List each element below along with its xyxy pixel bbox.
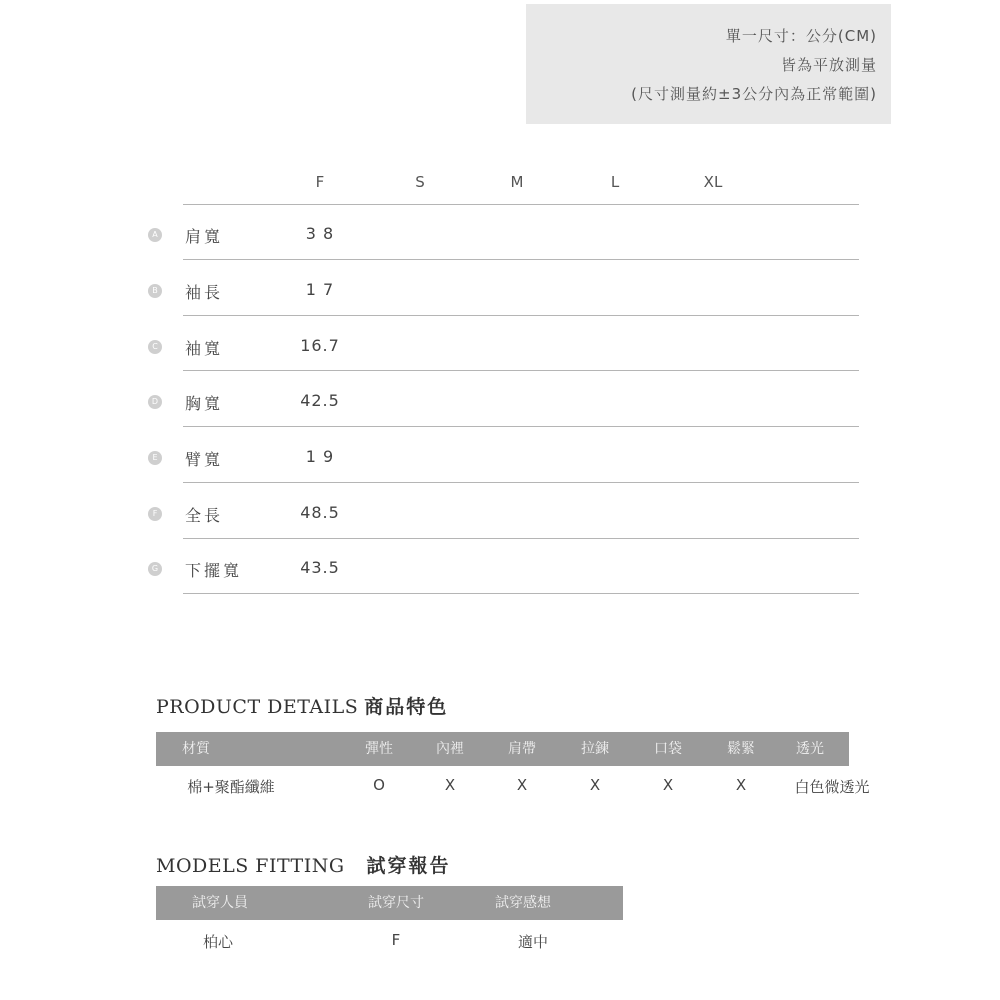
header-size-tried: 試穿尺寸 <box>368 895 424 911</box>
table-rule <box>183 593 859 594</box>
row-label: 下擺寬 <box>185 561 243 580</box>
size-col-l: L <box>610 173 620 191</box>
header-model: 試穿人員 <box>192 895 248 911</box>
size-row-chest <box>0 391 1000 415</box>
row-badge: C <box>148 340 162 354</box>
header-sheerness: 透光 <box>796 741 824 757</box>
header-stretch: 鬆緊 <box>727 741 755 757</box>
size-row-sleeve-length <box>0 280 1000 304</box>
row-value-f: 48.5 <box>300 503 340 522</box>
value-elasticity: O <box>373 776 385 794</box>
note-unit: 單一尺寸：公分(CM) <box>725 27 877 45</box>
models-fitting-values <box>156 931 623 955</box>
table-rule <box>183 482 859 483</box>
row-badge: A <box>148 228 162 242</box>
row-label: 袖寬 <box>185 339 224 358</box>
models-fitting-title-zh: 試穿報告 <box>366 855 451 877</box>
product-details-title-en: PRODUCT DETAILS <box>156 696 359 718</box>
table-rule <box>183 538 859 539</box>
size-col-s: S <box>415 173 425 191</box>
product-details-header <box>156 732 849 766</box>
note-tolerance: (尺寸測量約±3公分內為正常範圍) <box>631 85 877 103</box>
product-details-values <box>156 776 886 800</box>
size-row-hem <box>0 558 1000 582</box>
row-badge: D <box>148 395 162 409</box>
note-method: 皆為平放測量 <box>780 56 877 74</box>
header-feedback: 試穿感想 <box>495 895 551 911</box>
row-value-f: 42.5 <box>300 391 340 410</box>
models-fitting-title <box>156 851 451 878</box>
row-value-f: 3 8 <box>305 224 335 243</box>
table-rule <box>183 370 859 371</box>
measurement-note <box>526 4 891 124</box>
row-value-f: 16.7 <box>300 336 340 355</box>
row-value-f: 1 9 <box>305 447 335 466</box>
size-col-m: M <box>510 173 524 191</box>
value-lining: X <box>444 776 456 794</box>
table-rule <box>183 315 859 316</box>
header-elasticity: 彈性 <box>365 741 393 757</box>
table-rule <box>183 259 859 260</box>
value-stretch: X <box>735 776 747 794</box>
product-details-title-zh: 商品特色 <box>364 696 449 718</box>
models-fitting-header <box>156 886 623 920</box>
header-material: 材質 <box>182 741 210 757</box>
size-row-sleeve-width <box>0 336 1000 360</box>
value-zipper: X <box>589 776 601 794</box>
header-pocket: 口袋 <box>654 741 682 757</box>
value-pocket: X <box>662 776 674 794</box>
value-straps: X <box>516 776 528 794</box>
row-label: 肩寬 <box>185 227 224 246</box>
header-straps: 肩帶 <box>508 741 536 757</box>
product-details-title <box>156 692 448 719</box>
header-lining: 內裡 <box>436 741 464 757</box>
value-feedback: 適中 <box>517 933 549 951</box>
value-model: 柏心 <box>202 933 234 951</box>
value-sheerness: 白色微透光 <box>794 778 870 796</box>
models-fitting-title-en: MODELS FITTING <box>156 855 345 877</box>
table-rule <box>183 204 859 205</box>
size-row-shoulder <box>0 224 1000 248</box>
size-col-f: F <box>315 173 325 191</box>
row-value-f: 43.5 <box>300 558 340 577</box>
row-label: 全長 <box>185 506 224 525</box>
size-row-length <box>0 503 1000 527</box>
table-rule <box>183 426 859 427</box>
value-material: 棉+聚酯纖維 <box>187 778 275 796</box>
row-badge: B <box>148 284 162 298</box>
row-label: 胸寬 <box>185 394 224 413</box>
row-label: 袖長 <box>185 283 224 302</box>
row-label: 臂寬 <box>185 450 224 469</box>
value-size-tried: F <box>391 931 401 949</box>
row-value-f: 1 7 <box>305 280 335 299</box>
row-badge: G <box>148 562 162 576</box>
header-zipper: 拉鍊 <box>581 741 609 757</box>
row-badge: F <box>148 507 162 521</box>
size-col-xl: XL <box>703 173 723 191</box>
size-row-arm <box>0 447 1000 471</box>
size-table-header <box>0 173 1000 193</box>
row-badge: E <box>148 451 162 465</box>
